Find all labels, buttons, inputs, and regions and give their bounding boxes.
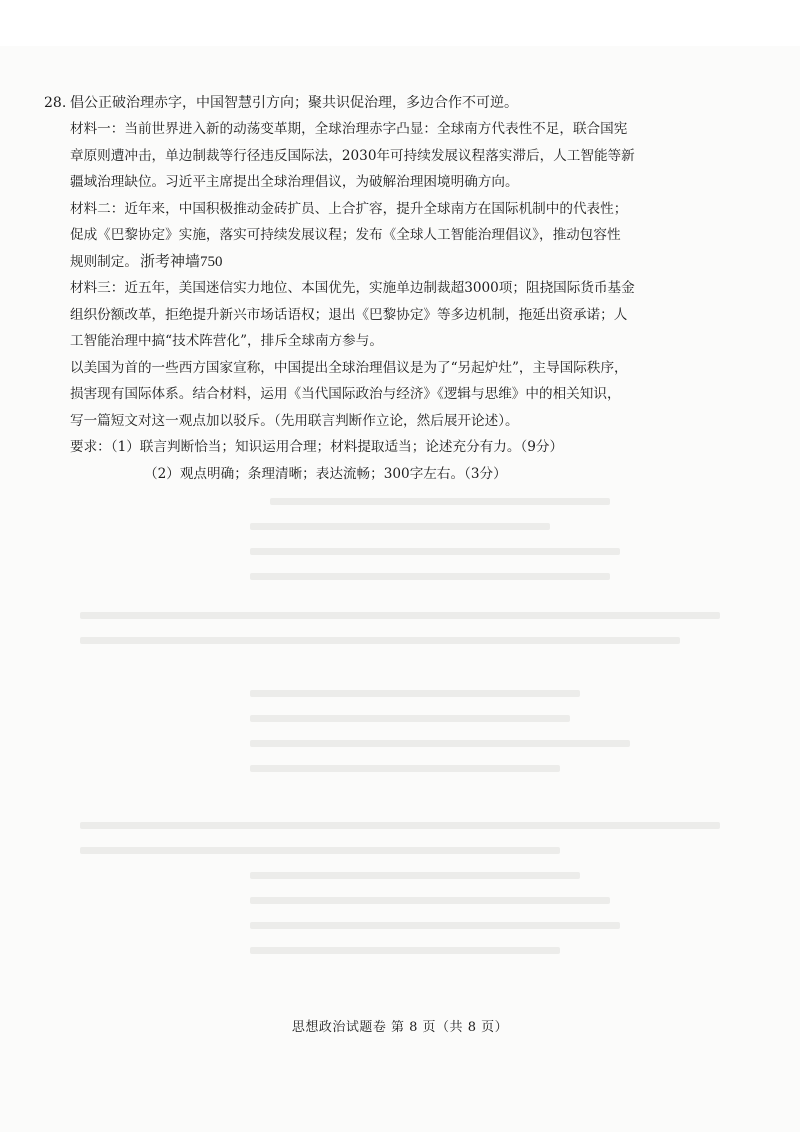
question-title: 倡公正破治理赤字，中国智慧引方向；聚共识促治理，多边合作不可逆。	[70, 95, 518, 111]
material-1	[44, 116, 784, 196]
material-2-line: 材料二：近年来，中国积极推动金砖扩员、上合扩容，提升全球南方在国际机制中的代表性；	[70, 200, 628, 217]
prompt-line: 损害现有国际体系。结合材料，运用《当代国际政治与经济》《逻辑与思维》中的相关知识，	[70, 386, 621, 402]
material-3-line: 工智能治理中搞“技术阵营化”，排斥全球南方参与。	[70, 333, 383, 349]
page-footer: 思想政治试题卷 第 8 页（共 8 页）	[291, 1020, 509, 1035]
scan-top-margin	[0, 0, 800, 46]
material-1-line: 疆域治理缺位。习近平主席提出全球治理倡议，为破解治理困境明确方向。	[70, 174, 519, 190]
question-title-line	[44, 90, 784, 116]
requirement-1: 要求：（1）联言判断恰当；知识运用合理；材料提取适当；论述充分有力。（9分）	[70, 439, 564, 455]
show-through-line	[80, 612, 720, 619]
question-number: 28.	[44, 95, 67, 111]
material-2-last-line	[70, 249, 784, 276]
show-through-line	[250, 872, 580, 879]
material-1-line: 章原则遭冲击，单边制裁等行径违反国际法，2030年可持续发展议程落实滞后，人工智能等新	[70, 147, 635, 164]
material-3-line: 组织份额改革，拒绝提升新兴市场话语权；退出《巴黎协定》等多边机制，拖延出资承诺；人	[70, 306, 628, 323]
show-through-line	[250, 573, 610, 580]
prompt-line: 以美国为首的一些西方国家宣称，中国提出全球治理倡议是为了“另起炉灶”，主导国际秩序，	[70, 359, 628, 376]
show-through-line	[250, 922, 620, 929]
question-prompt	[44, 355, 784, 435]
show-through-line	[250, 715, 570, 722]
prompt-line: 写一篇短文对这一观点加以驳斥。（先用联言判断作立论，然后展开论述）。	[70, 412, 519, 429]
show-through-line	[80, 847, 560, 854]
material-2	[44, 196, 784, 276]
watermark-text: 浙考神墙750	[139, 253, 223, 270]
material-1-line: 材料一：当前世界进入新的动荡变革期，全球治理赤字凸显：全球南方代表性不足，联合国宪	[70, 121, 628, 137]
question-28	[44, 90, 784, 487]
show-through-line	[250, 897, 610, 904]
show-through-line	[270, 498, 610, 505]
material-2-line: 促成《巴黎协定》实施，落实可持续发展议程；发布《全球人工智能治理倡议》，推动包容性	[70, 227, 621, 243]
material-3	[44, 275, 784, 355]
requirement-2: （2）观点明确；条理清晰；表达流畅；300字左右。（3分）	[144, 465, 507, 482]
show-through-line	[250, 690, 580, 697]
material-2-line: 规则制定。	[70, 253, 138, 270]
show-through-line	[80, 637, 680, 644]
show-through-line	[250, 765, 560, 772]
show-through-line	[80, 822, 720, 829]
requirements	[44, 434, 784, 487]
show-through-line	[250, 548, 620, 555]
show-through-line	[250, 523, 550, 530]
show-through-line	[250, 947, 560, 954]
show-through-line	[250, 740, 630, 747]
material-3-line: 材料三：近五年，美国迷信实力地位、本国优先，实施单边制裁超3000项；阻挠国际货币基金	[70, 280, 635, 296]
